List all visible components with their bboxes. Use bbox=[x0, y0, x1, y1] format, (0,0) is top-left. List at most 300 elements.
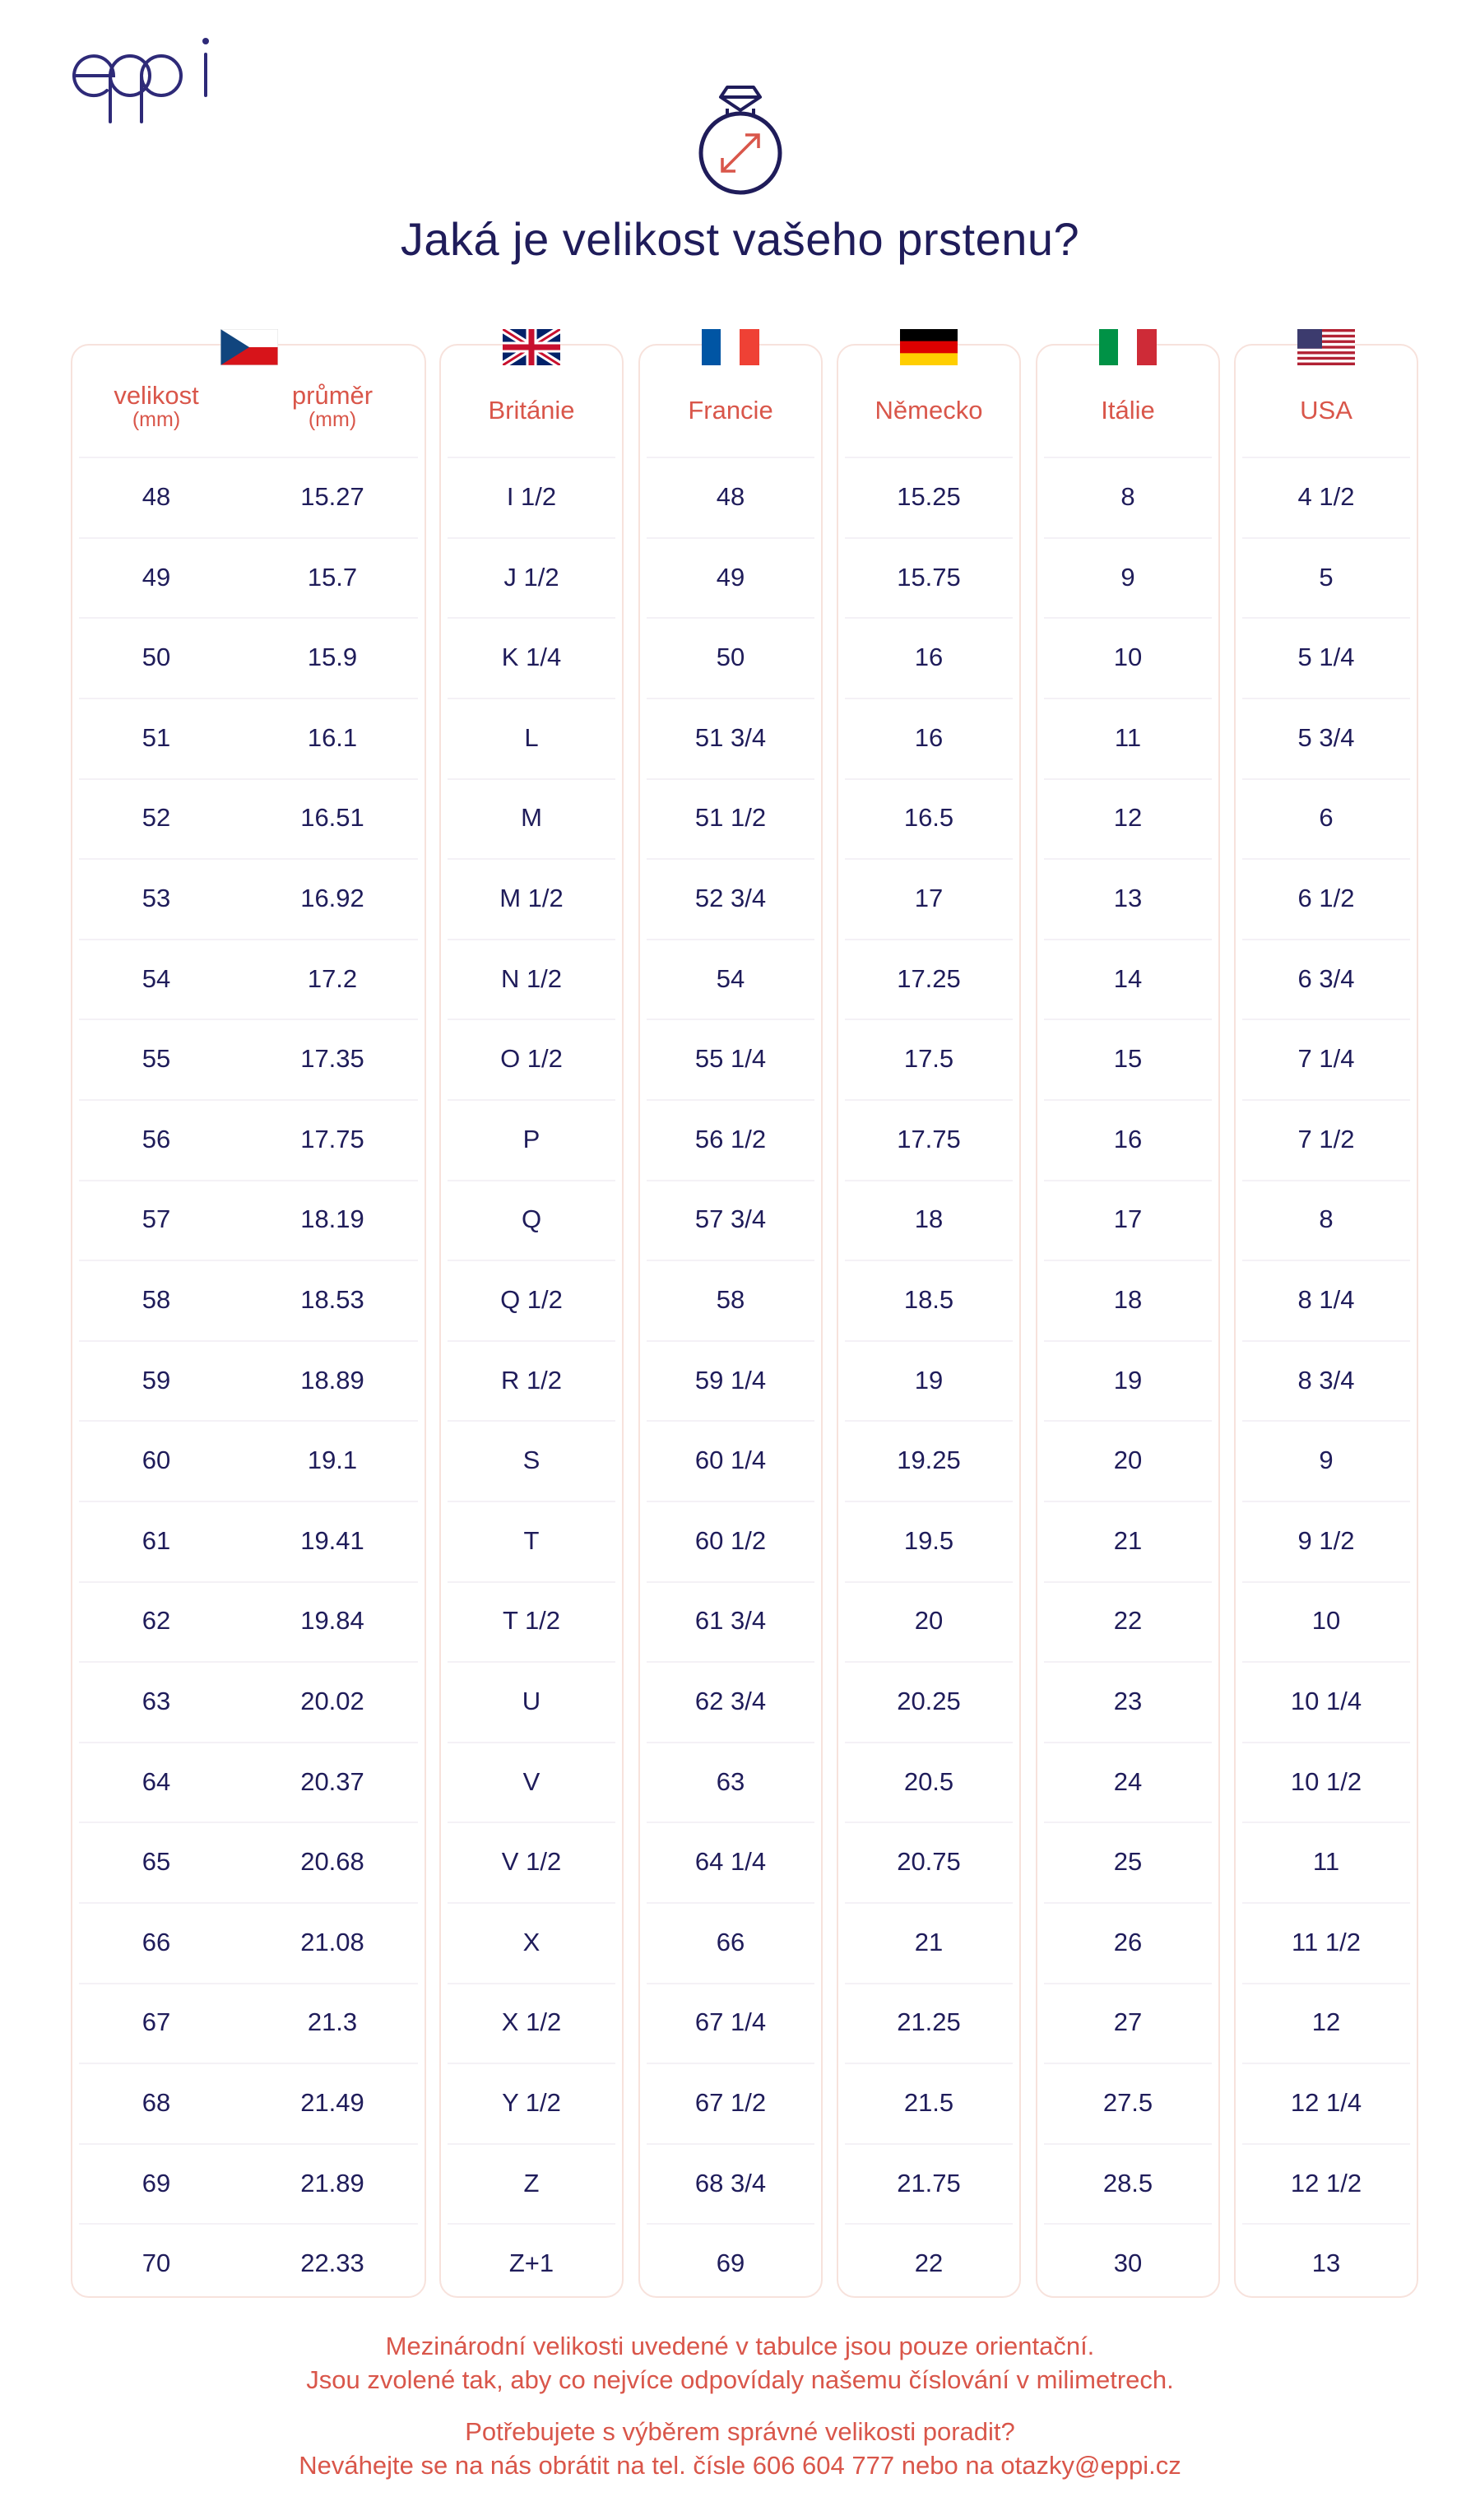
cell-usa: 6 3/4 bbox=[1297, 963, 1355, 993]
cell-cz-size: 62 bbox=[142, 1606, 171, 1636]
cell-france: 51 3/4 bbox=[694, 722, 767, 752]
row-divider bbox=[448, 1019, 615, 1020]
table-column-germany bbox=[837, 344, 1021, 2298]
row-divider bbox=[79, 858, 418, 860]
cell-cz-size: 58 bbox=[142, 1285, 171, 1314]
row-divider bbox=[448, 457, 615, 458]
phone-link[interactable]: 606 604 777 bbox=[752, 2451, 895, 2480]
table-column-uk bbox=[439, 344, 624, 2298]
cell-cz-size: 49 bbox=[142, 562, 171, 592]
eppi-logo[interactable] bbox=[67, 36, 216, 127]
cell-uk: R 1/2 bbox=[500, 1365, 563, 1395]
cell-italy: 9 bbox=[1120, 562, 1135, 592]
row-divider bbox=[79, 2143, 418, 2145]
row-divider bbox=[1044, 457, 1212, 458]
row-divider bbox=[79, 698, 418, 699]
cell-france: 60 1/2 bbox=[694, 1525, 767, 1555]
row-divider bbox=[79, 2223, 418, 2225]
france-flag-icon bbox=[702, 329, 759, 365]
cell-cz-diameter: 19.41 bbox=[300, 1525, 364, 1555]
footer-contact-mid: nebo na bbox=[894, 2451, 1001, 2480]
row-divider bbox=[647, 1822, 814, 1823]
table-column-italy bbox=[1036, 344, 1220, 2298]
cell-italy: 22 bbox=[1113, 1606, 1143, 1636]
cell-germany: 15.25 bbox=[897, 482, 961, 511]
row-divider bbox=[1242, 1902, 1410, 1904]
row-divider bbox=[448, 2143, 615, 2145]
row-divider bbox=[845, 1180, 1013, 1181]
row-divider bbox=[1242, 2223, 1410, 2225]
row-divider bbox=[79, 1501, 418, 1502]
cell-usa: 11 bbox=[1312, 1847, 1340, 1877]
cell-usa: 12 1/2 bbox=[1290, 2168, 1362, 2197]
row-divider bbox=[1044, 1180, 1212, 1181]
cell-cz-size: 50 bbox=[142, 643, 171, 672]
row-divider bbox=[845, 1983, 1013, 1984]
row-divider bbox=[845, 939, 1013, 940]
row-divider bbox=[647, 698, 814, 699]
cell-uk: X 1/2 bbox=[501, 2007, 562, 2037]
table-column-france bbox=[638, 344, 823, 2298]
row-divider bbox=[647, 2063, 814, 2064]
cell-germany: 17.5 bbox=[903, 1044, 954, 1074]
row-divider bbox=[845, 1902, 1013, 1904]
row-divider bbox=[845, 537, 1013, 539]
cell-france: 61 3/4 bbox=[694, 1606, 767, 1636]
cell-uk: J 1/2 bbox=[503, 562, 559, 592]
row-divider bbox=[647, 1902, 814, 1904]
cell-uk: Y 1/2 bbox=[502, 2088, 561, 2117]
uk-flag-icon bbox=[503, 329, 560, 365]
table-column-czech bbox=[71, 344, 426, 2298]
row-divider bbox=[845, 457, 1013, 458]
row-divider bbox=[1242, 2063, 1410, 2064]
row-divider bbox=[1044, 1099, 1212, 1101]
row-divider bbox=[1242, 939, 1410, 940]
row-divider bbox=[448, 1902, 615, 1904]
cell-italy: 21 bbox=[1113, 1525, 1143, 1555]
table-column-usa bbox=[1234, 344, 1418, 2298]
cell-germany: 16 bbox=[914, 643, 944, 672]
row-divider bbox=[79, 2063, 418, 2064]
row-divider bbox=[1044, 1260, 1212, 1261]
row-divider bbox=[1242, 858, 1410, 860]
row-divider bbox=[79, 1420, 418, 1422]
italy-flag-icon bbox=[1099, 329, 1157, 365]
cell-germany: 15.75 bbox=[897, 562, 961, 592]
row-divider bbox=[448, 1420, 615, 1422]
cell-france: 55 1/4 bbox=[694, 1044, 767, 1074]
cell-italy: 25 bbox=[1113, 1847, 1143, 1877]
cell-uk: V bbox=[522, 1766, 541, 1796]
cell-usa: 5 bbox=[1319, 562, 1334, 592]
row-divider bbox=[1242, 1742, 1410, 1743]
cell-cz-size: 57 bbox=[142, 1204, 171, 1234]
row-divider bbox=[1242, 1260, 1410, 1261]
row-divider bbox=[448, 1581, 615, 1583]
row-divider bbox=[647, 1420, 814, 1422]
cell-usa: 13 bbox=[1311, 2249, 1341, 2278]
cell-cz-diameter: 18.53 bbox=[300, 1285, 364, 1314]
row-divider bbox=[1044, 778, 1212, 780]
row-divider bbox=[647, 2143, 814, 2145]
cell-cz-size: 51 bbox=[142, 722, 171, 752]
cell-germany: 16 bbox=[914, 722, 944, 752]
cell-france: 52 3/4 bbox=[694, 884, 767, 912]
cell-france: 62 3/4 bbox=[694, 1687, 767, 1715]
row-divider bbox=[79, 1902, 418, 1904]
cell-cz-diameter: 20.02 bbox=[300, 1687, 364, 1715]
cell-usa: 8 3/4 bbox=[1297, 1365, 1355, 1395]
row-divider bbox=[845, 2223, 1013, 2225]
cell-uk: T bbox=[523, 1525, 540, 1555]
cell-usa: 10 1/4 bbox=[1290, 1687, 1362, 1715]
header-uk: Británie bbox=[488, 396, 575, 425]
row-divider bbox=[647, 1099, 814, 1101]
cell-germany: 20.25 bbox=[897, 1687, 961, 1715]
cell-uk: M 1/2 bbox=[499, 884, 564, 912]
germany-flag-icon bbox=[900, 329, 958, 365]
row-divider bbox=[1242, 1420, 1410, 1422]
row-divider bbox=[1044, 2223, 1212, 2225]
header-france: Francie bbox=[688, 396, 773, 425]
cell-uk: X bbox=[522, 1927, 541, 1956]
cell-cz-size: 52 bbox=[142, 803, 171, 833]
cell-uk: O 1/2 bbox=[500, 1044, 563, 1074]
cell-usa: 9 bbox=[1319, 1446, 1334, 1475]
cell-italy: 30 bbox=[1113, 2249, 1143, 2278]
cell-cz-diameter: 16.51 bbox=[300, 803, 364, 833]
row-divider bbox=[647, 1260, 814, 1261]
cell-germany: 21 bbox=[914, 1927, 944, 1956]
cell-cz-diameter: 21.3 bbox=[307, 2007, 358, 2037]
cell-italy: 27 bbox=[1113, 2007, 1143, 2037]
cell-italy: 14 bbox=[1113, 963, 1143, 993]
cell-germany: 16.5 bbox=[903, 803, 954, 833]
cell-usa: 7 1/2 bbox=[1297, 1124, 1355, 1153]
row-divider bbox=[1044, 1822, 1212, 1823]
cell-germany: 21.75 bbox=[897, 2168, 961, 2197]
cell-cz-size: 54 bbox=[142, 963, 171, 993]
row-divider bbox=[647, 537, 814, 539]
cell-cz-size: 61 bbox=[142, 1525, 171, 1555]
cell-usa: 5 1/4 bbox=[1297, 643, 1355, 672]
cell-uk: T 1/2 bbox=[502, 1606, 561, 1636]
cell-france: 57 3/4 bbox=[694, 1204, 767, 1234]
cell-italy: 15 bbox=[1113, 1044, 1143, 1074]
cell-france: 64 1/4 bbox=[694, 1847, 767, 1877]
usa-flag-icon bbox=[1297, 329, 1355, 365]
row-divider bbox=[647, 939, 814, 940]
footer-note-line2: Jsou zvolené tak, aby co nejvíce odpovídaly našemu číslování v milimetrech. bbox=[306, 2365, 1174, 2394]
cell-uk: N 1/2 bbox=[500, 963, 563, 993]
row-divider bbox=[1242, 1822, 1410, 1823]
cell-uk: M bbox=[521, 803, 542, 833]
cell-france: 58 bbox=[716, 1285, 745, 1314]
cell-cz-diameter: 17.2 bbox=[307, 963, 358, 993]
cell-uk: Z bbox=[523, 2168, 540, 2197]
cell-italy: 28.5 bbox=[1102, 2168, 1153, 2197]
row-divider bbox=[1242, 2143, 1410, 2145]
row-divider bbox=[448, 1340, 615, 1342]
row-divider bbox=[448, 2223, 615, 2225]
row-divider bbox=[845, 2143, 1013, 2145]
cell-france: 66 bbox=[716, 1927, 745, 1956]
cell-usa: 5 3/4 bbox=[1297, 722, 1355, 752]
row-divider bbox=[1242, 457, 1410, 458]
logo-text: eppi bbox=[67, 36, 69, 37]
row-divider bbox=[1242, 1983, 1410, 1984]
cell-italy: 27.5 bbox=[1102, 2088, 1153, 2117]
cell-cz-size: 60 bbox=[142, 1446, 171, 1475]
cell-uk: K 1/4 bbox=[501, 643, 562, 672]
cell-usa: 6 1/2 bbox=[1297, 884, 1355, 912]
cell-cz-size: 67 bbox=[142, 2007, 171, 2037]
cell-cz-diameter: 16.1 bbox=[307, 722, 358, 752]
cell-france: 51 1/2 bbox=[694, 803, 767, 833]
row-divider bbox=[1044, 1581, 1212, 1583]
cell-germany: 20 bbox=[914, 1606, 944, 1636]
cell-cz-size: 59 bbox=[142, 1365, 171, 1395]
row-divider bbox=[79, 778, 418, 780]
row-divider bbox=[448, 698, 615, 699]
cell-france: 67 1/2 bbox=[694, 2088, 767, 2117]
cell-cz-diameter: 18.89 bbox=[300, 1365, 364, 1395]
row-divider bbox=[1044, 1983, 1212, 1984]
row-divider bbox=[647, 1661, 814, 1663]
cell-cz-diameter: 15.7 bbox=[307, 562, 358, 592]
cell-cz-size: 68 bbox=[142, 2088, 171, 2117]
row-divider bbox=[79, 1661, 418, 1663]
row-divider bbox=[79, 537, 418, 539]
cell-cz-size: 66 bbox=[142, 1927, 171, 1956]
cell-cz-diameter: 21.08 bbox=[300, 1927, 364, 1956]
row-divider bbox=[79, 1180, 418, 1181]
cell-italy: 18 bbox=[1113, 1285, 1143, 1314]
row-divider bbox=[1044, 1902, 1212, 1904]
header-italy: Itálie bbox=[1101, 396, 1155, 425]
cell-italy: 26 bbox=[1113, 1927, 1143, 1956]
cell-uk: Q bbox=[521, 1204, 542, 1234]
cell-usa: 10 1/2 bbox=[1290, 1766, 1362, 1796]
row-divider bbox=[845, 1420, 1013, 1422]
cell-usa: 7 1/4 bbox=[1297, 1044, 1355, 1074]
cell-italy: 8 bbox=[1120, 482, 1135, 511]
cell-cz-diameter: 19.84 bbox=[300, 1606, 364, 1636]
row-divider bbox=[1044, 1661, 1212, 1663]
row-divider bbox=[845, 1019, 1013, 1020]
cell-usa: 12 1/4 bbox=[1290, 2088, 1362, 2117]
row-divider bbox=[845, 1260, 1013, 1261]
cell-italy: 17 bbox=[1113, 1204, 1143, 1234]
cell-usa: 4 1/2 bbox=[1297, 482, 1355, 511]
row-divider bbox=[647, 1983, 814, 1984]
row-divider bbox=[79, 457, 418, 458]
row-divider bbox=[845, 1501, 1013, 1502]
cell-france: 50 bbox=[716, 643, 745, 672]
row-divider bbox=[1242, 1180, 1410, 1181]
cell-uk: U bbox=[522, 1687, 541, 1715]
cell-cz-diameter: 17.75 bbox=[300, 1124, 364, 1153]
row-divider bbox=[448, 1501, 615, 1502]
row-divider bbox=[647, 2223, 814, 2225]
cell-germany: 18.5 bbox=[903, 1285, 954, 1314]
cell-germany: 18 bbox=[914, 1204, 944, 1234]
cell-italy: 16 bbox=[1113, 1124, 1143, 1153]
cell-germany: 20.75 bbox=[897, 1847, 961, 1877]
row-divider bbox=[647, 1742, 814, 1743]
row-divider bbox=[448, 1099, 615, 1101]
cell-cz-diameter: 22.33 bbox=[300, 2249, 364, 2278]
cell-italy: 20 bbox=[1113, 1446, 1143, 1475]
row-divider bbox=[647, 1581, 814, 1583]
row-divider bbox=[647, 1019, 814, 1020]
cell-cz-diameter: 16.92 bbox=[300, 884, 364, 912]
row-divider bbox=[79, 1019, 418, 1020]
row-divider bbox=[448, 778, 615, 780]
row-divider bbox=[79, 1581, 418, 1583]
row-divider bbox=[448, 617, 615, 619]
row-divider bbox=[1044, 1742, 1212, 1743]
row-divider bbox=[448, 858, 615, 860]
cell-italy: 11 bbox=[1114, 722, 1142, 752]
page-title: Jaká je velikost vašeho prstenu? bbox=[400, 213, 1080, 265]
row-divider bbox=[1044, 939, 1212, 940]
row-divider bbox=[647, 1501, 814, 1502]
row-divider bbox=[79, 1983, 418, 1984]
cell-italy: 13 bbox=[1113, 884, 1143, 912]
row-divider bbox=[79, 1742, 418, 1743]
cell-france: 67 1/4 bbox=[694, 2007, 767, 2037]
row-divider bbox=[845, 1581, 1013, 1583]
footer-contact-prefix: Neváhejte se na nás obrátit na tel. čísle bbox=[299, 2451, 753, 2480]
ring-size-icon bbox=[698, 84, 783, 197]
cell-uk: S bbox=[522, 1446, 541, 1475]
cell-germany: 19 bbox=[914, 1365, 944, 1395]
header-germany: Německo bbox=[875, 396, 983, 425]
row-divider bbox=[79, 1340, 418, 1342]
cell-usa: 9 1/2 bbox=[1297, 1525, 1355, 1555]
cell-uk: I 1/2 bbox=[506, 482, 557, 511]
row-divider bbox=[647, 617, 814, 619]
cell-italy: 19 bbox=[1113, 1365, 1143, 1395]
cell-cz-diameter: 21.49 bbox=[300, 2088, 364, 2117]
cell-italy: 24 bbox=[1113, 1766, 1143, 1796]
cell-germany: 21.5 bbox=[903, 2088, 954, 2117]
row-divider bbox=[1044, 2063, 1212, 2064]
cell-germany: 17.25 bbox=[897, 963, 961, 993]
row-divider bbox=[79, 1822, 418, 1823]
cell-usa: 10 bbox=[1311, 1606, 1341, 1636]
cell-cz-diameter: 21.89 bbox=[300, 2168, 364, 2197]
cell-usa: 11 1/2 bbox=[1292, 1927, 1361, 1956]
cell-germany: 19.25 bbox=[897, 1446, 961, 1475]
header-cz-size-unit: (mm) bbox=[132, 408, 181, 431]
row-divider bbox=[448, 2063, 615, 2064]
row-divider bbox=[79, 939, 418, 940]
cell-uk: L bbox=[524, 722, 539, 752]
cell-france: 48 bbox=[716, 482, 745, 511]
cell-germany: 17.75 bbox=[897, 1124, 961, 1153]
cell-cz-size: 70 bbox=[142, 2249, 171, 2278]
cell-cz-size: 63 bbox=[142, 1687, 171, 1715]
cell-france: 49 bbox=[716, 562, 745, 592]
cell-italy: 23 bbox=[1113, 1687, 1143, 1715]
row-divider bbox=[448, 1822, 615, 1823]
row-divider bbox=[448, 939, 615, 940]
row-divider bbox=[647, 1180, 814, 1181]
row-divider bbox=[448, 537, 615, 539]
cell-cz-size: 65 bbox=[142, 1847, 171, 1877]
cell-cz-diameter: 20.68 bbox=[300, 1847, 364, 1877]
row-divider bbox=[845, 1661, 1013, 1663]
cell-italy: 10 bbox=[1113, 643, 1143, 672]
row-divider bbox=[1044, 1420, 1212, 1422]
row-divider bbox=[845, 778, 1013, 780]
header-cz-size bbox=[90, 382, 222, 429]
cell-uk: P bbox=[522, 1124, 541, 1153]
row-divider bbox=[1242, 537, 1410, 539]
row-divider bbox=[1242, 1581, 1410, 1583]
row-divider bbox=[1242, 1099, 1410, 1101]
header-usa: USA bbox=[1300, 396, 1352, 425]
cell-germany: 22 bbox=[914, 2249, 944, 2278]
row-divider bbox=[845, 1742, 1013, 1743]
cell-cz-size: 64 bbox=[142, 1766, 171, 1796]
row-divider bbox=[1242, 617, 1410, 619]
cell-cz-diameter: 15.27 bbox=[300, 482, 364, 511]
row-divider bbox=[1242, 1340, 1410, 1342]
row-divider bbox=[1242, 778, 1410, 780]
cell-cz-size: 53 bbox=[142, 884, 171, 912]
cell-germany: 21.25 bbox=[897, 2007, 961, 2037]
cell-usa: 12 bbox=[1311, 2007, 1341, 2037]
cell-cz-size: 55 bbox=[142, 1044, 171, 1074]
row-divider bbox=[647, 778, 814, 780]
row-divider bbox=[647, 858, 814, 860]
cell-usa: 8 1/4 bbox=[1297, 1285, 1355, 1314]
cell-cz-diameter: 19.1 bbox=[307, 1446, 358, 1475]
row-divider bbox=[647, 1340, 814, 1342]
row-divider bbox=[1044, 537, 1212, 539]
cell-france: 59 1/4 bbox=[694, 1365, 767, 1395]
row-divider bbox=[79, 1260, 418, 1261]
cell-france: 68 3/4 bbox=[694, 2168, 767, 2197]
header-cz-size-label: velikost bbox=[114, 381, 199, 410]
row-divider bbox=[845, 2063, 1013, 2064]
header-cz-diameter bbox=[267, 382, 398, 429]
row-divider bbox=[79, 617, 418, 619]
row-divider bbox=[1044, 858, 1212, 860]
cell-cz-diameter: 18.19 bbox=[300, 1204, 364, 1234]
row-divider bbox=[845, 1340, 1013, 1342]
email-link[interactable]: otazky@eppi.cz bbox=[1000, 2451, 1181, 2480]
row-divider bbox=[1242, 698, 1410, 699]
czech-flag-icon bbox=[220, 329, 278, 365]
row-divider bbox=[1242, 1019, 1410, 1020]
cell-germany: 19.5 bbox=[903, 1525, 954, 1555]
cell-uk: Q 1/2 bbox=[500, 1285, 563, 1314]
cell-germany: 17 bbox=[914, 884, 944, 912]
cell-cz-diameter: 20.37 bbox=[300, 1766, 364, 1796]
row-divider bbox=[448, 1260, 615, 1261]
cell-cz-size: 48 bbox=[142, 482, 171, 511]
cell-cz-diameter: 15.9 bbox=[307, 643, 358, 672]
row-divider bbox=[1242, 1501, 1410, 1502]
row-divider bbox=[845, 858, 1013, 860]
row-divider bbox=[1044, 1340, 1212, 1342]
row-divider bbox=[845, 1099, 1013, 1101]
